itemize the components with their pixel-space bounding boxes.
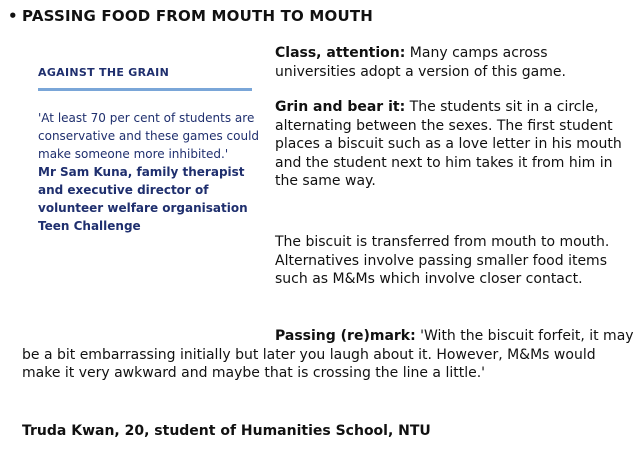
byline: Truda Kwan, 20, student of Humanities School, NTU <box>22 423 431 439</box>
paragraph-text: 'With the biscuit forfeit, it may be a bit embarrassing initially but later you laugh about it. However, M&Ms would make it very awkward and maybe that is crossing the line a little.' <box>22 328 634 381</box>
sidebar-box <box>38 66 260 235</box>
paragraph-lead: Class, attention: <box>275 45 406 61</box>
sidebar-attribution: Mr Sam Kuna, family therapist and executive director of volunteer welfare organisation Teen Challenge <box>38 165 248 233</box>
paragraph-grin-and-bear-it <box>275 98 627 191</box>
paragraph-lead: Grin and bear it: <box>275 99 406 115</box>
paragraph-text: The students sit in a circle, alternating between the sexes. The first student places a biscuit such as a love letter in his mouth and the student next to him takes it from him in the same way. <box>275 99 622 189</box>
paragraph-passing-remark <box>22 327 634 383</box>
paragraph-biscuit-transfer <box>275 233 627 289</box>
paragraph-lead: Passing (re)mark: <box>275 328 416 344</box>
paragraph-text: The biscuit is transferred from mouth to mouth. Alternatives involve passing smaller food items such as M&Ms which involve closer contact. <box>275 234 610 287</box>
sidebar-divider <box>38 88 252 91</box>
section-title: PASSING FOOD FROM MOUTH TO MOUTH <box>22 7 374 25</box>
paragraph-class-attention <box>275 44 627 81</box>
section-heading <box>8 7 373 25</box>
sidebar-title: AGAINST THE GRAIN <box>38 66 170 79</box>
sidebar-quote: 'At least 70 per cent of students are conservative and these games could make someone more inhibited.' <box>38 111 260 161</box>
paragraph-text: Many camps across universities adopt a version of this game. <box>275 45 566 80</box>
bullet-icon: • <box>8 7 18 25</box>
